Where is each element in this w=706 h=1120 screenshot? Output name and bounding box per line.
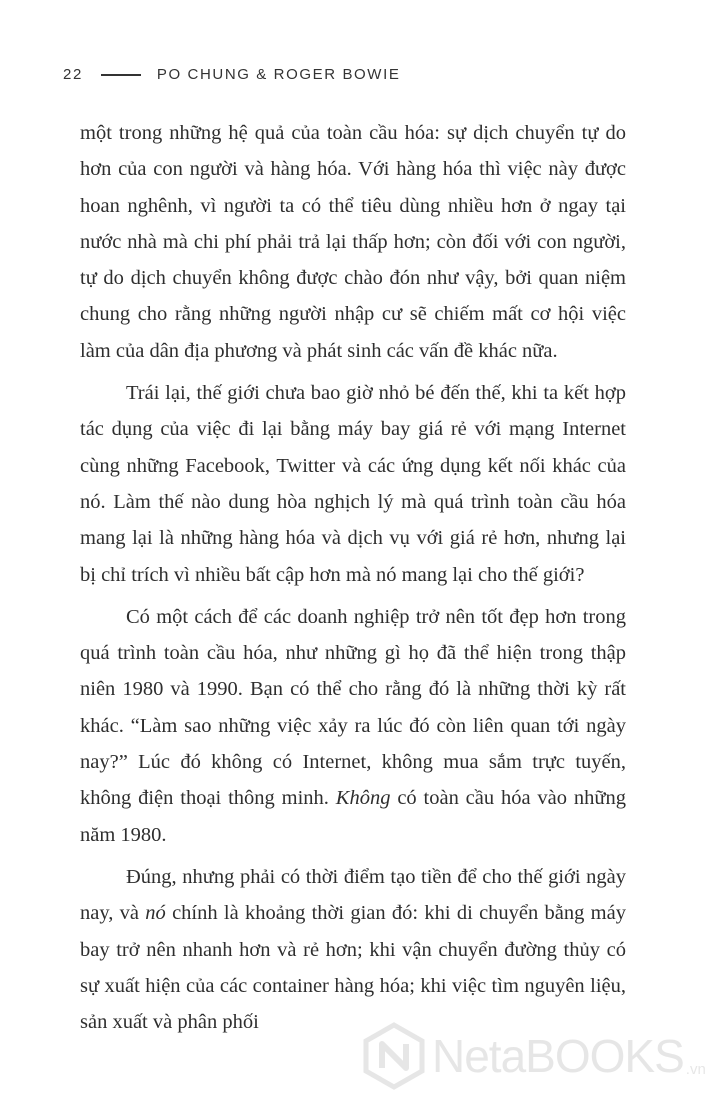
running-header xyxy=(63,66,400,83)
paragraph-3-tail: có toàn cầu hóa vào những năm 1980. xyxy=(80,787,626,846)
netabooks-logo-icon xyxy=(360,1022,428,1090)
watermark-suffix: .vn xyxy=(685,1061,706,1078)
header-authors: PO CHUNG & ROGER BOWIE xyxy=(156,66,401,83)
paragraph-4-after: chính là khoảng thời gian đó: khi di chuyển bằng máy bay trở nên nhanh hơn và rẻ hơn; khi vận chuyển đường thủy có sự xuất hiện của các container hàng hóa; khi việc tìm nguyên liệu, sản xuất và phân phối xyxy=(80,902,626,1034)
paragraph-4 xyxy=(80,859,626,1040)
paragraph-3-text: Có một cách để các doanh nghiệp trở nên tốt đẹp hơn trong quá trình toàn cầu hóa, như những gì họ đã thể hiện trong thập niên 1980 và 1990. Bạn có thể cho rằng đó là những thời kỳ rất khác. “Làm sao những việc xảy ra lúc đó còn liên quan tới ngày nay?” Lúc đó không có Internet, không mua sắm trực tuyến, không điện thoại thông minh. xyxy=(80,605,626,810)
paragraph-3 xyxy=(80,599,626,853)
page-body xyxy=(80,115,626,1040)
page-number: 22 xyxy=(63,66,83,83)
paragraph-4-before: Đúng, nhưng phải có thời điểm tạo tiền để cho thế giới ngày nay, và xyxy=(80,865,626,925)
header-rule xyxy=(101,74,141,76)
paragraph-1: một trong những hệ quả của toàn cầu hóa: sự dịch chuyển tự do hơn của con người và hàng hóa. Với hàng hóa thì việc này được hoan nghênh, vì người ta có thể tiêu dùng nhiều hơn ở ngay tại nước nhà mà chi phí phải trả lại thấp hơn; còn đối với con người, tự do dịch chuyển không được chào đón như vậy, bởi quan niệm chung cho rằng những người nhập cư sẽ chiếm mất cơ hội việc làm của dân địa phương và phát sinh các vấn đề khác nữa. xyxy=(80,122,626,362)
paragraph-3-italic: Không xyxy=(335,787,391,810)
watermark xyxy=(360,1022,706,1090)
paragraph-4-italic: nó xyxy=(145,902,166,925)
paragraph-2: Trái lại, thế giới chưa bao giờ nhỏ bé đến thế, khi ta kết hợp tác dụng của việc đi lại bằng máy bay giá rẻ với mạng Internet cùng những Facebook, Twitter và các ứng dụng kết nối khác của nó. Làm thế nào dung hòa nghịch lý mà quá trình toàn cầu hóa mang lại là những hàng hóa và dịch vụ với giá rẻ hơn, nhưng lại bị chỉ trích vì nhiều bất cập hơn mà nó mang lại cho thế giới? xyxy=(80,382,626,586)
watermark-brand: NetaBOOKS xyxy=(432,1030,684,1082)
